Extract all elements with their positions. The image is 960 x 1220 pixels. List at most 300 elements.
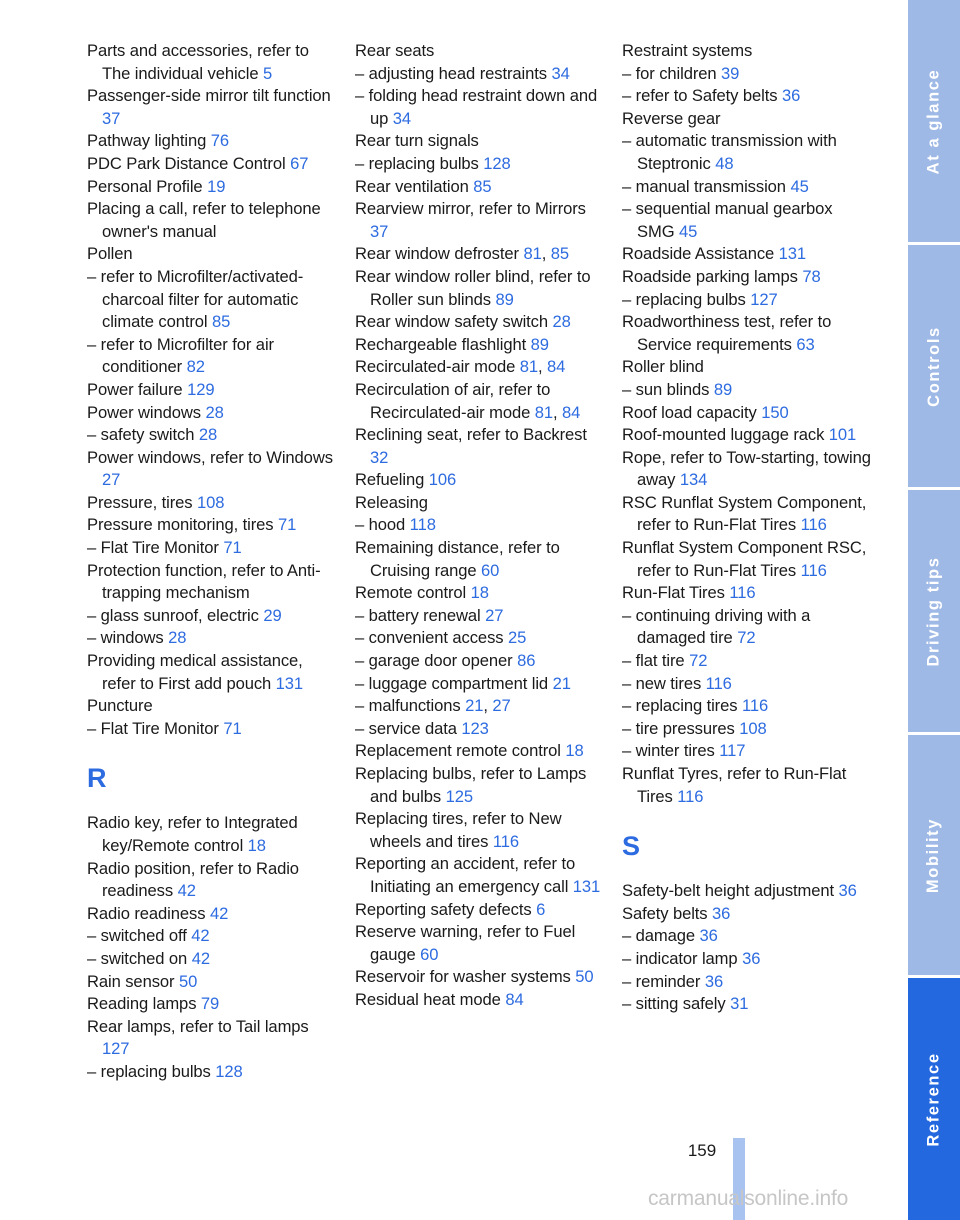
index-term: Remaining distance, refer to Cruising range (355, 538, 560, 580)
index-term: – damage (622, 926, 696, 946)
page-reference-link[interactable]: 71 (223, 718, 242, 738)
index-letter-heading: S (622, 831, 640, 862)
page-reference-link[interactable]: 5 (262, 63, 273, 83)
index-term: Reporting an accident, refer to Initiating an emergency call (355, 854, 576, 896)
index-term: – manual transmission (622, 176, 786, 196)
page-reference-link[interactable]: 28 (168, 628, 187, 648)
page-reference-link[interactable]: 116 (677, 786, 704, 806)
index-term: Reverse gear (622, 108, 721, 128)
index-entry (87, 903, 337, 926)
page-reference-link[interactable]: 36 (838, 881, 857, 901)
index-term: – sun blinds (622, 379, 710, 399)
index-entry (355, 718, 605, 741)
page-reference-link[interactable]: 27 (485, 605, 504, 625)
page-reference-link[interactable]: 42 (209, 903, 229, 923)
index-entry (355, 673, 605, 696)
index-entry (622, 424, 872, 447)
index-entry (87, 718, 337, 741)
page-number: 159 (687, 1141, 717, 1160)
index-entry (355, 40, 605, 63)
index-term: – adjusting head restraints (355, 63, 547, 83)
index-term: Rain sensor (87, 971, 175, 991)
index-term: – safety switch (87, 425, 195, 445)
index-entry (87, 130, 337, 153)
index-entry (87, 514, 337, 537)
index-entry (355, 85, 605, 130)
index-entry (355, 514, 605, 537)
index-term: – hood (355, 515, 406, 535)
index-term: – Flat Tire Monitor (87, 538, 219, 558)
page-reference-link[interactable]: 116 (729, 583, 756, 603)
page-reference-link[interactable]: 118 (409, 515, 436, 535)
index-entry (87, 812, 337, 857)
index-term: Roadworthiness test, refer to Service requirements (622, 312, 832, 354)
index-term: – service data (355, 718, 457, 738)
index-term: – replacing bulbs (87, 1061, 211, 1081)
index-term: Passenger-side mirror tilt function (87, 86, 331, 106)
page-reference-link[interactable]: 116 (741, 696, 769, 716)
index-term: Recirculated-air mode (355, 357, 516, 377)
page-reference-link[interactable]: 36 (704, 971, 724, 991)
page-reference-link[interactable]: 76 (210, 131, 230, 151)
page-reference-link[interactable]: 84 (562, 402, 581, 422)
index-term: – malfunctions (355, 696, 461, 716)
index-term: Roller blind (622, 357, 704, 377)
index-entry (622, 379, 872, 402)
index-entry (355, 469, 605, 492)
index-term: – switched off (87, 926, 187, 946)
index-term: PDC Park Distance Control (87, 153, 286, 173)
index-term: – continuing driving with a damaged tire (622, 605, 811, 648)
index-entry (355, 492, 605, 515)
index-entry (622, 243, 872, 266)
index-term: – indicator lamp (622, 948, 738, 968)
index-entry (622, 971, 872, 994)
index-entry (622, 925, 872, 948)
index-entry (87, 858, 337, 903)
index-entry (355, 650, 605, 673)
page-reference-link[interactable]: 19 (207, 176, 226, 196)
page-reference-link[interactable]: 131 (778, 244, 807, 264)
index-entry (355, 198, 605, 243)
index-term: Providing medical assistance, refer to First add pouch (87, 651, 303, 693)
index-term: – luggage compartment lid (355, 673, 549, 693)
page-reference-link[interactable]: 71 (277, 515, 297, 535)
index-term: Pollen (87, 244, 133, 264)
index-term: – sequential manual gearbox SMG (622, 199, 833, 241)
page-reference-link[interactable]: 60 (420, 944, 439, 964)
page-reference-link[interactable]: 50 (575, 967, 594, 987)
index-entry (622, 40, 872, 63)
index-term: Rear window defroster (355, 244, 519, 264)
page-reference-link[interactable]: 89 (495, 289, 514, 309)
index-entry (355, 153, 605, 176)
index-entry (622, 673, 872, 696)
index-entry (622, 582, 872, 605)
index-term: Reservoir for washer systems (355, 967, 571, 987)
index-entry (355, 808, 605, 853)
index-term: – windows (87, 628, 164, 648)
index-entry (87, 334, 337, 379)
index-entry (87, 85, 337, 130)
index-entry (622, 402, 872, 425)
page-reference-link[interactable]: 127 (102, 1039, 130, 1059)
page-reference-link[interactable]: 127 (750, 289, 778, 309)
index-term: – winter tires (622, 741, 715, 761)
index-entry (355, 627, 605, 650)
index-term: – new tires (622, 673, 702, 693)
index-entry (87, 243, 337, 266)
page-reference-link[interactable]: 84 (505, 989, 524, 1009)
index-column-1 (87, 40, 337, 1084)
index-entry (87, 1061, 337, 1084)
index-term: Parts and accessories, refer to The individual vehicle (87, 41, 309, 83)
page-reference-link[interactable]: 81 (534, 402, 553, 422)
index-entry (622, 311, 872, 356)
index-entry: Rear window defroster 81, 85 (355, 244, 569, 264)
index-entry (355, 740, 605, 763)
index-entry: Recirculation of air, refer to Recirculated-air mode 81, 84 (355, 379, 581, 422)
index-term: Roof-mounted luggage rack (622, 425, 825, 445)
index-entry (622, 356, 872, 379)
index-entry (622, 198, 872, 243)
index-term: Roof load capacity (622, 402, 757, 422)
index-term: Power windows (87, 402, 201, 422)
page-reference-link[interactable]: 134 (679, 470, 708, 490)
page-reference-link[interactable]: 85 (212, 312, 231, 332)
index-column-2 (355, 40, 605, 1012)
index-entry (622, 993, 872, 1016)
page-reference-link[interactable]: 82 (186, 357, 205, 377)
index-entry (87, 560, 337, 605)
index-term: Safety-belt height adjustment (622, 881, 835, 901)
index-entry (87, 971, 337, 994)
index-term: Restraint systems (622, 41, 753, 60)
tab-label: Driving tips (924, 556, 943, 666)
page-reference-link[interactable]: 36 (742, 948, 761, 968)
page-reference-link[interactable]: 6 (536, 899, 546, 919)
index-entry (87, 537, 337, 560)
index-entry (622, 176, 872, 199)
index-term: – tire pressures (622, 718, 735, 738)
index-term: – battery renewal (355, 605, 481, 625)
page-reference-link[interactable]: 89 (530, 334, 549, 354)
index-term: Reclining seat, refer to Backrest (355, 425, 587, 445)
page-reference-link[interactable]: 116 (800, 515, 827, 535)
index-term: – Flat Tire Monitor (87, 718, 219, 738)
page-reference-link[interactable]: 81 (519, 357, 538, 377)
index-term: – replacing bulbs (622, 289, 746, 309)
page-reference-link[interactable]: 27 (102, 470, 121, 490)
page-reference-link[interactable]: 67 (290, 153, 309, 173)
page-reference-link[interactable]: 86 (517, 651, 536, 671)
index-term: – garage door opener (355, 651, 513, 671)
index-term: – refer to Safety belts (622, 86, 778, 106)
index-term: Reporting safety defects (355, 899, 532, 919)
index-entry (87, 925, 337, 948)
tab-label: Mobility (924, 817, 943, 893)
index-entry (622, 948, 872, 971)
page-reference-link[interactable]: 85 (550, 244, 569, 264)
index-term: Protection function, refer to Anti-trapping mechanism (87, 560, 321, 603)
tab-label: Controls (924, 325, 943, 407)
index-entry (622, 289, 872, 312)
index-term: Power failure (87, 379, 183, 399)
page-reference-link[interactable]: 42 (177, 881, 196, 901)
index-entry (622, 718, 872, 741)
page-reference-link[interactable]: 106 (428, 470, 457, 490)
page-reference-link[interactable]: 37 (370, 221, 389, 241)
index-entry (87, 176, 337, 199)
index-entry (622, 650, 872, 673)
page-reference-link[interactable]: 21 (465, 696, 484, 716)
page-reference-link[interactable]: 128 (483, 153, 511, 173)
page-reference-link[interactable]: 39 (721, 63, 740, 83)
index-term: – flat tire (622, 651, 685, 671)
index-term: Radio key, refer to Integrated key/Remote control (87, 813, 298, 855)
page-reference-link[interactable]: 18 (565, 741, 584, 761)
index-term: – sitting safely (622, 994, 726, 1014)
index-term: Puncture (87, 696, 153, 716)
index-entry (622, 447, 872, 492)
index-entry (87, 993, 337, 1016)
index-term: Runflat Tyres, refer to Run-Flat Tires (622, 764, 847, 806)
page-reference-link[interactable]: 84 (547, 357, 566, 377)
index-entry (355, 582, 605, 605)
index-entry (622, 880, 872, 903)
index-entry (622, 85, 872, 108)
index-term: – automatic transmission with Steptronic (622, 131, 837, 173)
index-term: – convenient access (355, 628, 504, 648)
index-entry (87, 1016, 337, 1061)
page-reference-link[interactable]: 45 (679, 221, 698, 241)
index-entry (355, 266, 605, 311)
page-reference-link[interactable]: 131 (275, 673, 304, 693)
index-entry (87, 627, 337, 650)
page-reference-link[interactable]: 21 (552, 673, 571, 693)
page-reference-link[interactable]: 60 (481, 560, 500, 580)
page-reference-link[interactable]: 72 (737, 628, 756, 648)
index-term: Rechargeable flashlight (355, 334, 527, 354)
page-reference-link[interactable]: 101 (828, 425, 857, 445)
page-reference-link[interactable]: 85 (473, 176, 492, 196)
index-term: Pressure, tires (87, 492, 193, 512)
index-entry (355, 605, 605, 628)
index-term: Personal Profile (87, 176, 203, 196)
index-term: Rearview mirror, refer to Mirrors (355, 199, 586, 219)
tab-driving-tips[interactable] (908, 490, 960, 732)
page-reference-link[interactable]: 36 (712, 903, 731, 923)
index-term: Rear window safety switch (355, 312, 549, 332)
index-term: – switched on (87, 948, 188, 968)
index-term: Rope, refer to Tow-starting, towing away (622, 447, 871, 490)
index-entry (87, 447, 337, 492)
index-term: Refueling (355, 470, 425, 490)
page-reference-link[interactable]: 117 (719, 741, 746, 761)
index-term: – refer to Microfilter for air conditioner (87, 334, 274, 377)
page-reference-link[interactable]: 28 (205, 402, 224, 422)
index-entry (622, 63, 872, 86)
page-reference-link[interactable]: 29 (263, 605, 282, 625)
index-term: Pressure monitoring, tires (87, 515, 274, 535)
page-reference-link[interactable]: 72 (689, 651, 708, 671)
tab-label: Reference (924, 1051, 943, 1147)
index-term: Replacing bulbs, refer to Lamps and bulbs (355, 764, 587, 806)
index-term: Replacement remote control (355, 741, 561, 761)
index-entry (622, 108, 872, 131)
page-reference-link[interactable]: 150 (761, 402, 789, 422)
index-entry: – malfunctions 21, 27 (355, 696, 511, 716)
index-entry (622, 492, 872, 537)
page-reference-link[interactable]: 48 (715, 153, 734, 173)
page-reference-link[interactable]: 32 (370, 447, 389, 467)
page-reference-link[interactable]: 18 (247, 836, 266, 855)
index-entry (355, 424, 605, 469)
index-term: RSC Runflat System Component, refer to Run-Flat Tires (622, 492, 867, 535)
index-term: Radio position, refer to Radio readiness (87, 858, 299, 901)
index-term: – folding head restraint down and up (355, 86, 598, 128)
page-reference-link[interactable]: 42 (191, 926, 210, 946)
index-entry (87, 379, 337, 402)
index-entry (355, 334, 605, 357)
page-reference-link[interactable]: 36 (699, 926, 718, 946)
page-reference-link[interactable]: 108 (196, 492, 225, 512)
tab-controls[interactable] (908, 245, 960, 487)
index-term: Rear window roller blind, refer to Roller sun blinds (355, 266, 591, 309)
index-letter-heading: R (87, 763, 107, 794)
index-term: Power windows, refer to Windows (87, 447, 333, 467)
index-entry (87, 424, 337, 447)
page-reference-link[interactable]: 78 (802, 266, 821, 286)
page-reference-link[interactable]: 63 (796, 334, 815, 354)
index-entry (355, 537, 605, 582)
page-reference-link[interactable]: 31 (730, 994, 749, 1014)
index-term: – reminder (622, 971, 701, 991)
index-term: Pathway lighting (87, 131, 207, 151)
page-reference-link[interactable]: 125 (445, 786, 473, 806)
index-entry (355, 763, 605, 808)
index-term: Rear ventilation (355, 176, 469, 196)
index-entry (87, 153, 337, 176)
index-entry (355, 176, 605, 199)
page-reference-link[interactable]: 28 (552, 312, 571, 332)
index-term: Safety belts (622, 903, 708, 923)
index-term: Reading lamps (87, 994, 197, 1014)
index-entry (87, 948, 337, 971)
index-term: Remote control (355, 583, 467, 603)
index-entry (355, 63, 605, 86)
index-entry (622, 537, 872, 582)
page-reference-link[interactable]: 50 (178, 971, 198, 991)
page-reference-link[interactable]: 116 (492, 831, 519, 851)
index-term: Recirculation of air, refer to Recirculated-air mode (355, 379, 551, 422)
index-entry (87, 492, 337, 515)
index-entry (355, 966, 605, 989)
index-entry (622, 695, 872, 718)
page-reference-link[interactable]: 108 (739, 718, 767, 738)
index-entry (87, 695, 337, 718)
page-reference-link[interactable]: 116 (800, 560, 827, 580)
index-term: – replacing bulbs (355, 153, 479, 173)
index-term: Rear seats (355, 41, 435, 60)
watermark: carmanualsonline.info (648, 1187, 849, 1210)
index-term: Roadside Assistance (622, 244, 775, 264)
page-reference-link[interactable]: 18 (470, 583, 489, 603)
page-reference-link[interactable]: 25 (507, 628, 527, 648)
page-reference-link[interactable]: 89 (713, 379, 733, 399)
index-term: Rear turn signals (355, 131, 479, 151)
index-term: Rear lamps, refer to Tail lamps (87, 1016, 309, 1036)
page-reference-link[interactable]: 129 (187, 379, 215, 399)
page-reference-link[interactable]: 79 (200, 994, 220, 1014)
page-reference-link[interactable]: 131 (572, 876, 601, 896)
page-reference-link[interactable]: 116 (705, 673, 732, 693)
index-entry (355, 311, 605, 334)
page-reference-link[interactable]: 36 (781, 86, 801, 106)
tab-at-a-glance[interactable] (908, 0, 960, 242)
index-entry (355, 899, 605, 922)
index-term: Runflat System Component RSC, refer to Run-Flat Tires (622, 538, 867, 580)
index-term: Reserve warning, refer to Fuel gauge (355, 922, 576, 964)
page-reference-link[interactable]: 123 (461, 718, 489, 738)
index-entry (87, 198, 337, 243)
page-reference-link[interactable]: 27 (492, 696, 511, 716)
index-term: Roadside parking lamps (622, 266, 798, 286)
index-entry (355, 853, 605, 898)
index-entry (622, 740, 872, 763)
index-entry (622, 763, 872, 808)
index-entry (87, 402, 337, 425)
page-reference-link[interactable]: 128 (215, 1061, 243, 1081)
index-term: – replacing tires (622, 696, 738, 716)
page-reference-link[interactable]: 37 (102, 108, 121, 128)
index-entry (622, 266, 872, 289)
page-reference-link[interactable]: 42 (191, 948, 210, 968)
index-entry (87, 266, 337, 334)
index-entry (622, 903, 872, 926)
page-reference-link[interactable]: 71 (223, 538, 242, 558)
page-reference-link[interactable]: 34 (551, 63, 570, 83)
tab-label: At a glance (924, 68, 943, 174)
index-term: Placing a call, refer to telephone owner's manual (87, 199, 321, 241)
index-entry (87, 650, 337, 695)
index-term: Replacing tires, refer to New wheels and tires (355, 809, 562, 851)
page-reference-link[interactable]: 34 (392, 108, 412, 128)
page-reference-link[interactable]: 81 (523, 244, 542, 264)
index-entry (622, 605, 872, 650)
index-entry (87, 40, 337, 85)
index-term: – glass sunroof, electric (87, 605, 259, 625)
index-term: – for children (622, 63, 717, 83)
page-reference-link[interactable]: 45 (790, 176, 809, 196)
index-entry (355, 921, 605, 966)
index-term: Radio readiness (87, 903, 206, 923)
index-entry (355, 130, 605, 153)
index-column-3 (622, 40, 872, 1016)
index-entry (87, 605, 337, 628)
index-term: Run-Flat Tires (622, 583, 725, 603)
index-term: Releasing (355, 492, 428, 512)
chapter-sidebar (908, 0, 960, 1220)
index-entry: Recirculated-air mode 81, 84 (355, 357, 566, 377)
index-term: – refer to Microfilter/activated-charcoal filter for automatic climate control (87, 266, 304, 332)
tab-mobility[interactable] (908, 735, 960, 975)
index-entry (355, 989, 605, 1012)
page-reference-link[interactable]: 28 (198, 425, 218, 445)
index-term: Residual heat mode (355, 989, 501, 1009)
index-entry (622, 130, 872, 175)
tab-reference[interactable] (908, 978, 960, 1220)
